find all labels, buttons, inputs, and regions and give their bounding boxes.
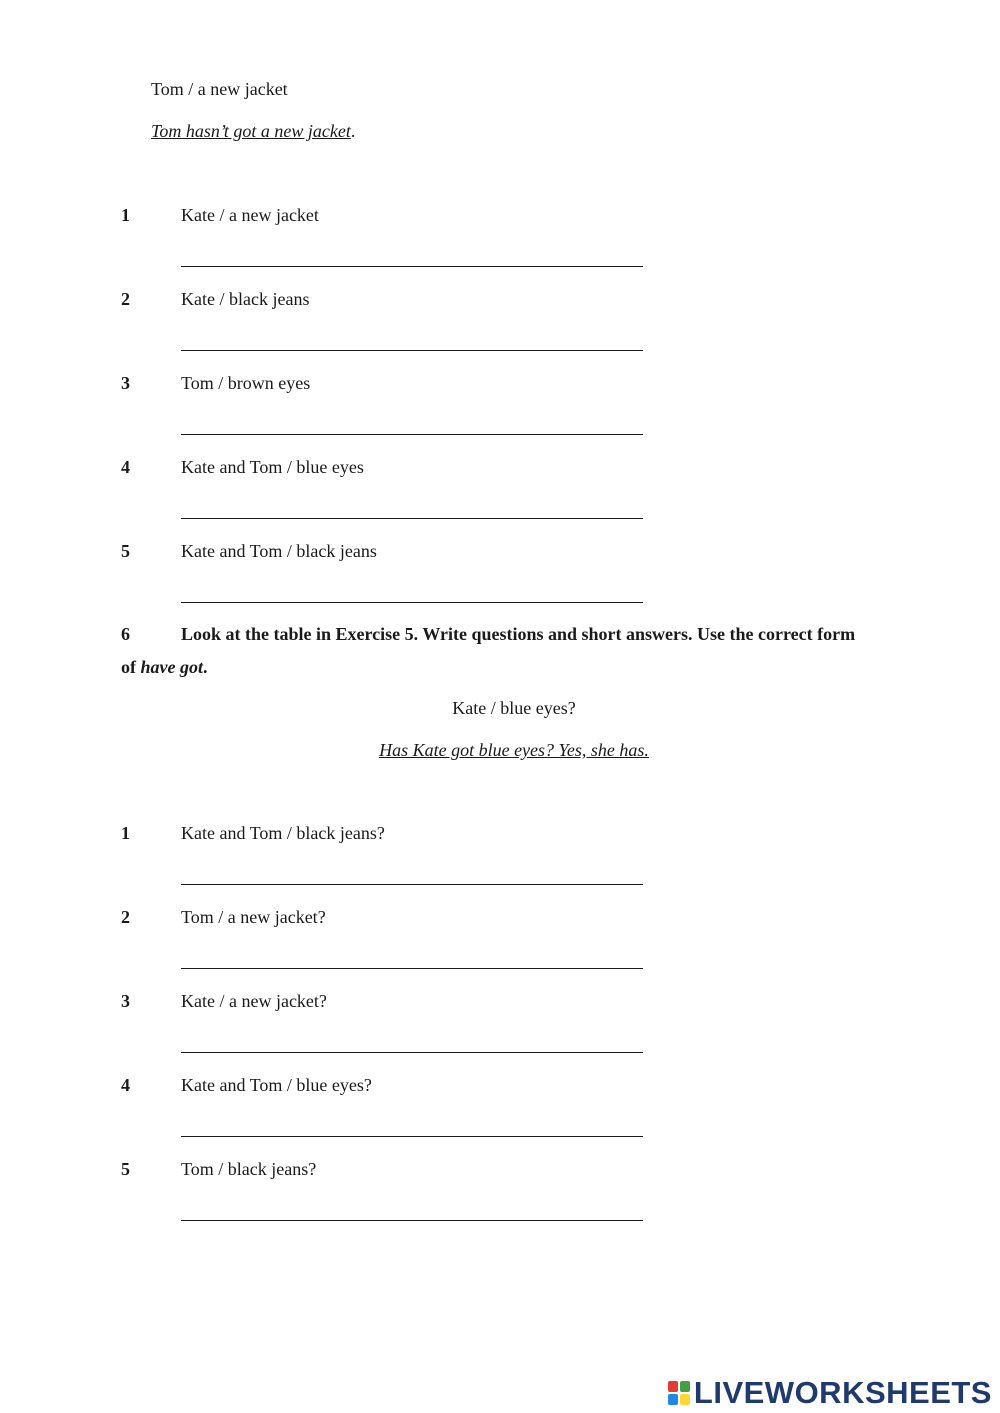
answer-input[interactable] bbox=[181, 1030, 643, 1053]
exercise6-instruction: Look at the table in Exercise 5. Write questions and short answers. Use the correct form bbox=[181, 624, 856, 644]
example-prompt: Tom / a new jacket bbox=[151, 79, 288, 99]
answer-input[interactable] bbox=[181, 946, 643, 969]
exercise6-instruction-end: . bbox=[203, 657, 208, 677]
logo-mark-icon bbox=[668, 1381, 690, 1405]
item-prompt: Tom / black jeans? bbox=[181, 1159, 317, 1179]
logo-text: LIVEWORKSHEETS bbox=[693, 1375, 992, 1410]
answer-input[interactable] bbox=[181, 328, 643, 351]
answer-input[interactable] bbox=[181, 580, 643, 603]
exercise6-instruction-emph: have got bbox=[140, 657, 203, 677]
example-answer-text: Tom hasn’t got a new jacket bbox=[151, 121, 351, 141]
example-answer-period: . bbox=[350, 121, 356, 141]
exercise6-example-prompt: Kate / blue eyes? bbox=[452, 698, 576, 718]
answer-input[interactable] bbox=[181, 412, 643, 435]
item-prompt: Kate and Tom / black jeans? bbox=[181, 823, 385, 843]
item-number: 5 bbox=[121, 1159, 130, 1179]
exercise6-example-answer bbox=[0, 739, 1000, 761]
item-number: 3 bbox=[121, 991, 130, 1011]
answer-input[interactable] bbox=[181, 244, 643, 267]
item-prompt: Kate and Tom / black jeans bbox=[181, 541, 377, 561]
item-number: 1 bbox=[121, 205, 130, 225]
item-number: 2 bbox=[121, 289, 130, 309]
exercise6-instruction-of: of bbox=[121, 657, 136, 677]
item-prompt: Kate / a new jacket? bbox=[181, 991, 327, 1011]
item-number: 5 bbox=[121, 541, 130, 561]
answer-input[interactable] bbox=[181, 1114, 643, 1137]
item-prompt: Tom / a new jacket? bbox=[181, 907, 326, 927]
item-prompt: Kate and Tom / blue eyes? bbox=[181, 1075, 372, 1095]
liveworksheets-logo bbox=[668, 1375, 992, 1411]
answer-input[interactable] bbox=[181, 862, 643, 885]
item-prompt: Tom / brown eyes bbox=[181, 373, 311, 393]
answer-input[interactable] bbox=[181, 1198, 643, 1221]
item-number: 2 bbox=[121, 907, 130, 927]
exercise6-heading bbox=[121, 618, 881, 684]
item-number: 3 bbox=[121, 373, 130, 393]
answer-input[interactable] bbox=[181, 496, 643, 519]
item-prompt: Kate / a new jacket bbox=[181, 205, 319, 225]
item-number: 1 bbox=[121, 823, 130, 843]
item-number: 4 bbox=[121, 457, 130, 477]
item-prompt: Kate and Tom / blue eyes bbox=[181, 457, 364, 477]
item-prompt: Kate / black jeans bbox=[181, 289, 310, 309]
exercise6-number: 6 bbox=[121, 624, 130, 644]
exercise6-example-answer-text: Has Kate got blue eyes? Yes, she has. bbox=[379, 740, 649, 760]
item-number: 4 bbox=[121, 1075, 130, 1095]
example-answer bbox=[151, 120, 355, 142]
